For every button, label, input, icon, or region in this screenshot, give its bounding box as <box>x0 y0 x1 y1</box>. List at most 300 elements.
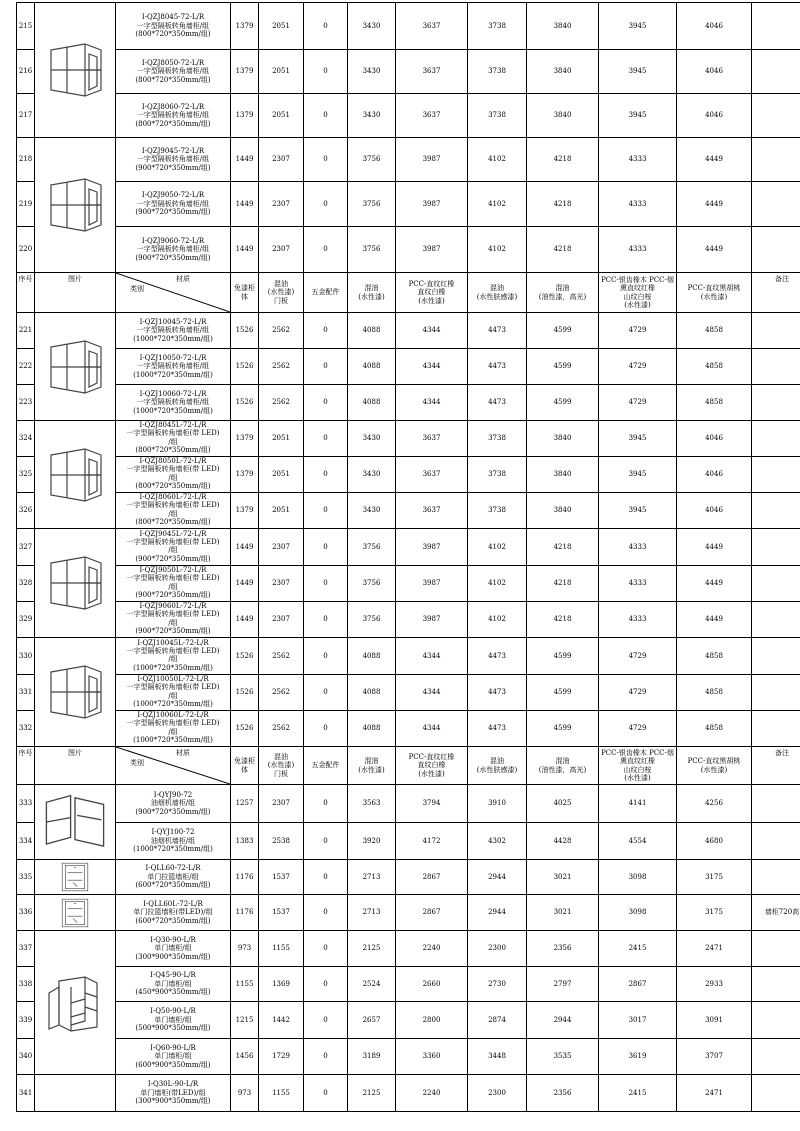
price-pcc-walnut: 4858 <box>677 313 752 349</box>
table-row <box>17 3 800 50</box>
price-pcc-oak: 2867 <box>396 860 468 895</box>
product-description: I-QZJ8050-72-L/R 一字型隔板转角墙柜/组 (800*720*350mm/组) <box>116 50 231 94</box>
table-row <box>17 313 800 349</box>
price-door-panel: 2307 <box>259 227 304 273</box>
price-skin-feel: 3738 <box>468 493 527 529</box>
price-pcc-oak: 2240 <box>396 931 468 967</box>
price-pcc-silver-oak: 4333 <box>599 602 677 638</box>
price-pcc-oak: 2867 <box>396 895 468 931</box>
price-pcc-silver-oak: 3619 <box>599 1039 677 1075</box>
product-image <box>35 895 116 931</box>
price-hardware: 0 <box>304 385 348 421</box>
price-pcc-walnut: 4858 <box>677 711 752 747</box>
price-pcc-silver-oak: 3945 <box>599 457 677 493</box>
product-description <box>116 675 231 711</box>
price-base-cabinet: 1449 <box>231 566 259 602</box>
price-mixed-oil: 3189 <box>348 1039 396 1075</box>
price-mixed-oil: 3756 <box>348 182 396 227</box>
price-hardware: 0 <box>304 182 348 227</box>
price-skin-feel: 4102 <box>468 602 527 638</box>
remark-cell <box>752 94 800 138</box>
product-description: I-QZJ10050-72-L/R 一字型隔板转角墙柜/组 (1000*720*350mm/组) <box>116 349 231 385</box>
price-base-cabinet: 1449 <box>231 138 259 182</box>
product-image <box>35 138 116 273</box>
price-mixed-oil: 3756 <box>348 602 396 638</box>
price-base-cabinet: 1526 <box>231 313 259 349</box>
table-row <box>17 638 800 675</box>
price-pcc-oak: 4344 <box>396 313 468 349</box>
price-door-panel: 1729 <box>259 1039 304 1075</box>
row-number: 215 <box>17 3 35 50</box>
price-base-cabinet: 1456 <box>231 1039 259 1075</box>
remark-cell <box>752 457 800 493</box>
price-skin-feel: 3448 <box>468 1039 527 1075</box>
row-number: 217 <box>17 94 35 138</box>
price-door-panel: 1155 <box>259 931 304 967</box>
range-hood-cabinet-icon <box>42 789 108 855</box>
header-col: 免漆柜 体 <box>231 273 259 313</box>
price-pcc-silver-oak: 4729 <box>599 638 677 675</box>
price-door-panel: 2307 <box>259 182 304 227</box>
remark-cell <box>752 1002 800 1039</box>
price-mixed-oil: 3430 <box>348 457 396 493</box>
price-pcc-oak: 4344 <box>396 711 468 747</box>
price-pcc-oak: 3987 <box>396 529 468 566</box>
price-skin-feel: 4473 <box>468 313 527 349</box>
product-description <box>116 457 231 493</box>
price-base-cabinet: 1176 <box>231 895 259 931</box>
price-hardware: 0 <box>304 227 348 273</box>
product-description-text: I-QZJ10060L-72-L/R 一字型隔板转角墙柜(带 LED) /组 (1000*720*350mm/组) <box>126 711 220 745</box>
table-row <box>17 349 800 385</box>
row-number: 330 <box>17 638 35 675</box>
price-pcc-oak: 3360 <box>396 1039 468 1075</box>
product-description: I-QLL60L-72-L/R 单门拉篮墙柜(带LED)/组 (600*720*350mm/组) <box>116 895 231 931</box>
row-number: 325 <box>17 457 35 493</box>
price-pcc-silver-oak: 4729 <box>599 349 677 385</box>
table-row <box>17 967 800 1002</box>
table-row <box>17 1075 800 1112</box>
price-mixed-oil: 4088 <box>348 638 396 675</box>
remark-cell <box>752 931 800 967</box>
price-pcc-silver-oak: 3945 <box>599 50 677 94</box>
price-pcc-oak: 3987 <box>396 182 468 227</box>
price-skin-feel: 2944 <box>468 895 527 931</box>
wall-cabinet-icon <box>45 957 105 1049</box>
price-pcc-oak: 3987 <box>396 227 468 273</box>
row-number: 333 <box>17 785 35 823</box>
remark-cell <box>752 1039 800 1075</box>
price-door-panel: 2562 <box>259 711 304 747</box>
remark-cell <box>752 349 800 385</box>
corner-cabinet-icon <box>40 337 110 397</box>
price-pcc-silver-oak: 3098 <box>599 860 677 895</box>
price-pcc-silver-oak: 4729 <box>599 313 677 349</box>
price-skin-feel: 3738 <box>468 3 527 50</box>
header-material: 材质 <box>176 275 190 283</box>
header-col: PCC-直纹黑胡桃 (水性漆) <box>677 747 752 785</box>
price-pcc-oak: 3637 <box>396 50 468 94</box>
price-hardware: 0 <box>304 860 348 895</box>
table-row <box>17 529 800 566</box>
price-hardware: 0 <box>304 602 348 638</box>
table-row <box>17 493 800 529</box>
price-pcc-oak: 3794 <box>396 785 468 823</box>
price-hardware: 0 <box>304 1002 348 1039</box>
price-door-panel: 2051 <box>259 493 304 529</box>
product-description <box>116 529 231 566</box>
row-number: 223 <box>17 385 35 421</box>
table-row <box>17 785 800 823</box>
price-hardware: 0 <box>304 638 348 675</box>
price-hardware: 0 <box>304 421 348 457</box>
price-base-cabinet: 1526 <box>231 349 259 385</box>
price-pcc-silver-oak: 4554 <box>599 823 677 860</box>
price-pcc-walnut: 4449 <box>677 602 752 638</box>
row-number: 339 <box>17 1002 35 1039</box>
price-base-cabinet: 1379 <box>231 50 259 94</box>
remark-cell <box>752 313 800 349</box>
price-pcc-walnut: 3175 <box>677 895 752 931</box>
remark-cell <box>752 860 800 895</box>
price-pcc-silver-oak: 2867 <box>599 967 677 1002</box>
price-pcc-silver-oak: 3945 <box>599 421 677 457</box>
table-row <box>17 860 800 895</box>
price-hardware: 0 <box>304 1039 348 1075</box>
open-shelf-cabinet-icon <box>40 553 110 613</box>
price-pcc-walnut: 4046 <box>677 421 752 457</box>
header-image: 图片 <box>35 273 116 313</box>
price-pcc-silver-oak: 2415 <box>599 1075 677 1112</box>
product-description: I-QZJ9060-72-L/R 一字型隔板转角墙柜/组 (900*720*350mm/组) <box>116 227 231 273</box>
price-base-cabinet: 1449 <box>231 529 259 566</box>
header-category: 类别 <box>130 759 144 767</box>
product-description: I-Q60-90-L/R 单门墙柜/组 (600*900*350mm/组) <box>116 1039 231 1075</box>
price-hardware: 0 <box>304 1075 348 1112</box>
price-door-panel: 2562 <box>259 638 304 675</box>
price-pcc-silver-oak: 4333 <box>599 566 677 602</box>
price-mixed-oil: 3756 <box>348 566 396 602</box>
price-high-gloss: 4599 <box>527 313 599 349</box>
price-door-panel: 2562 <box>259 313 304 349</box>
price-pcc-silver-oak: 4729 <box>599 385 677 421</box>
price-skin-feel: 4102 <box>468 529 527 566</box>
price-base-cabinet: 1379 <box>231 3 259 50</box>
row-number: 338 <box>17 967 35 1002</box>
header-col: 五金配件 <box>304 747 348 785</box>
product-description <box>116 711 231 747</box>
door-cabinet-icon <box>54 897 96 929</box>
price-table <box>16 2 800 1112</box>
product-description: I-QZJ8060-72-L/R 一字型隔板转角墙柜/组 (800*720*350mm/组) <box>116 94 231 138</box>
price-mixed-oil: 2125 <box>348 931 396 967</box>
price-skin-feel: 4102 <box>468 182 527 227</box>
price-base-cabinet: 1526 <box>231 675 259 711</box>
price-pcc-walnut: 4449 <box>677 529 752 566</box>
product-description <box>116 493 231 529</box>
header-col: 混油 (水性肤感漆) <box>468 273 527 313</box>
product-description-text: I-QZJ8050L-72-L/R 一字型隔板转角墙柜(带 LED) /组 (800*720*350mm/组) <box>126 457 220 491</box>
row-number: 335 <box>17 860 35 895</box>
price-hardware: 0 <box>304 50 348 94</box>
price-skin-feel: 4473 <box>468 638 527 675</box>
price-high-gloss: 3840 <box>527 50 599 94</box>
price-mixed-oil: 3430 <box>348 94 396 138</box>
header-row <box>17 273 800 313</box>
price-mixed-oil: 4088 <box>348 349 396 385</box>
price-pcc-silver-oak: 4333 <box>599 227 677 273</box>
door-cabinet-icon <box>54 861 96 893</box>
header-col: 混油 (水性漆) 门板 <box>259 273 304 313</box>
price-high-gloss: 4025 <box>527 785 599 823</box>
price-high-gloss: 4218 <box>527 566 599 602</box>
price-pcc-walnut: 4858 <box>677 675 752 711</box>
price-pcc-oak: 3637 <box>396 94 468 138</box>
price-skin-feel: 4473 <box>468 349 527 385</box>
product-description-text: I-QZJ8060L-72-L/R 一字型隔板转角墙柜(带 LED) /组 (800*720*350mm/组) <box>126 493 220 527</box>
table-row <box>17 602 800 638</box>
price-door-panel: 2051 <box>259 50 304 94</box>
row-number: 337 <box>17 931 35 967</box>
remark-cell <box>752 785 800 823</box>
price-door-panel: 2538 <box>259 823 304 860</box>
price-high-gloss: 4599 <box>527 711 599 747</box>
price-pcc-oak: 4172 <box>396 823 468 860</box>
row-number: 219 <box>17 182 35 227</box>
price-mixed-oil: 2713 <box>348 895 396 931</box>
open-shelf-cabinet-icon <box>40 445 110 505</box>
price-mixed-oil: 2524 <box>348 967 396 1002</box>
price-pcc-walnut: 4449 <box>677 138 752 182</box>
remark-cell <box>752 566 800 602</box>
price-mixed-oil: 2713 <box>348 860 396 895</box>
remark-cell <box>752 638 800 675</box>
price-hardware: 0 <box>304 895 348 931</box>
table-row <box>17 566 800 602</box>
price-hardware: 0 <box>304 711 348 747</box>
price-pcc-oak: 2660 <box>396 967 468 1002</box>
price-pcc-oak: 2240 <box>396 1075 468 1112</box>
row-number: 332 <box>17 711 35 747</box>
price-high-gloss: 4428 <box>527 823 599 860</box>
remark-cell <box>752 182 800 227</box>
price-skin-feel: 3738 <box>468 94 527 138</box>
price-pcc-walnut: 4449 <box>677 182 752 227</box>
product-image <box>35 529 116 638</box>
price-mixed-oil: 3430 <box>348 493 396 529</box>
price-hardware: 0 <box>304 138 348 182</box>
header-col: 五金配件 <box>304 273 348 313</box>
price-pcc-silver-oak: 3017 <box>599 1002 677 1039</box>
price-pcc-walnut: 4046 <box>677 3 752 50</box>
price-high-gloss: 2797 <box>527 967 599 1002</box>
price-door-panel: 1537 <box>259 895 304 931</box>
price-pcc-walnut: 4449 <box>677 566 752 602</box>
price-skin-feel: 4302 <box>468 823 527 860</box>
header-col: 混油 (油性漆，高光) <box>527 747 599 785</box>
product-image <box>35 860 116 895</box>
row-number: 216 <box>17 50 35 94</box>
price-pcc-walnut: 4449 <box>677 227 752 273</box>
row-number: 327 <box>17 529 35 566</box>
header-col: 备注 <box>752 747 800 785</box>
price-pcc-silver-oak: 3945 <box>599 3 677 50</box>
header-col: 混油 (水性肤感漆) <box>468 747 527 785</box>
row-number: 324 <box>17 421 35 457</box>
product-description: I-QZJ9045-72-L/R 一字型隔板转角墙柜/组 (900*720*350mm/组) <box>116 138 231 182</box>
price-base-cabinet: 1526 <box>231 385 259 421</box>
product-description-text: I-QZJ10050L-72-L/R 一字型隔板转角墙柜(带 LED) /组 (1000*720*350mm/组) <box>126 675 220 709</box>
price-base-cabinet: 973 <box>231 931 259 967</box>
price-pcc-oak: 3637 <box>396 457 468 493</box>
price-door-panel: 2051 <box>259 3 304 50</box>
product-description: I-QZJ9050-72-L/R 一字型隔板转角墙柜/组 (900*720*350mm/组) <box>116 182 231 227</box>
price-high-gloss: 4218 <box>527 602 599 638</box>
price-door-panel: 1155 <box>259 1075 304 1112</box>
product-description-text: I-QZJ10045L-72-L/R 一字型隔板转角墙柜(带 LED) /组 (1000*720*350mm/组) <box>126 638 220 672</box>
product-description-text: I-QZJ9060L-72-L/R 一字型隔板转角墙柜(带 LED) /组 (900*720*350mm/组) <box>126 602 220 636</box>
price-pcc-walnut: 4046 <box>677 94 752 138</box>
price-hardware: 0 <box>304 931 348 967</box>
price-hardware: 0 <box>304 457 348 493</box>
price-door-panel: 2051 <box>259 457 304 493</box>
price-high-gloss: 3021 <box>527 860 599 895</box>
product-image <box>35 421 116 529</box>
price-pcc-silver-oak: 3945 <box>599 94 677 138</box>
header-col: 免漆柜 体 <box>231 747 259 785</box>
price-door-panel: 2307 <box>259 785 304 823</box>
product-description: I-QZJ8045-72-L/R 一字型隔板转角墙柜/组 (800*720*350mm/组) <box>116 3 231 50</box>
price-skin-feel: 3738 <box>468 50 527 94</box>
price-hardware: 0 <box>304 529 348 566</box>
price-pcc-walnut: 4858 <box>677 638 752 675</box>
price-skin-feel: 4473 <box>468 711 527 747</box>
price-mixed-oil: 3756 <box>348 529 396 566</box>
header-col: PCC-直纹红橡 直纹白橡 (水性漆) <box>396 747 468 785</box>
price-pcc-walnut: 3091 <box>677 1002 752 1039</box>
price-base-cabinet: 1176 <box>231 860 259 895</box>
price-pcc-walnut: 4046 <box>677 493 752 529</box>
product-description-text: I-QZJ9050L-72-L/R 一字型隔板转角墙柜(带 LED) /组 (900*720*350mm/组) <box>126 566 220 600</box>
price-base-cabinet: 1379 <box>231 94 259 138</box>
price-pcc-silver-oak: 4333 <box>599 182 677 227</box>
product-description: I-QZJ10060-72-L/R 一字型隔板转角墙柜/组 (1000*720*350mm/组) <box>116 385 231 421</box>
price-high-gloss: 3840 <box>527 493 599 529</box>
table-row <box>17 227 800 273</box>
header-col: PCC-直纹红橡 直纹白橡 (水性漆) <box>396 273 468 313</box>
table-row <box>17 1002 800 1039</box>
price-high-gloss: 2356 <box>527 931 599 967</box>
price-pcc-walnut: 4256 <box>677 785 752 823</box>
price-skin-feel: 3738 <box>468 457 527 493</box>
header-col: 混油 (水性漆) <box>348 273 396 313</box>
header-material: 材质 <box>176 749 190 757</box>
product-image <box>35 313 116 421</box>
product-description: I-QYJ90-72 油烟机墙柜/组 (900*720*350mm/组) <box>116 785 231 823</box>
price-mixed-oil: 3563 <box>348 785 396 823</box>
price-skin-feel: 2944 <box>468 860 527 895</box>
remark-cell <box>752 3 800 50</box>
table-row <box>17 94 800 138</box>
price-high-gloss: 3840 <box>527 457 599 493</box>
row-number: 222 <box>17 349 35 385</box>
product-description: I-Q30L-90-L/R 单门墙柜(带LED)/组 (300*900*350mm/组) <box>116 1075 231 1112</box>
table-row <box>17 457 800 493</box>
row-number: 221 <box>17 313 35 349</box>
price-door-panel: 2051 <box>259 94 304 138</box>
header-col: 混油 (油性漆，高光) <box>527 273 599 313</box>
price-hardware: 0 <box>304 675 348 711</box>
price-base-cabinet: 1526 <box>231 711 259 747</box>
header-col: 备注 <box>752 273 800 313</box>
price-door-panel: 1442 <box>259 1002 304 1039</box>
price-hardware: 0 <box>304 493 348 529</box>
price-high-gloss: 3840 <box>527 94 599 138</box>
price-skin-feel: 3738 <box>468 421 527 457</box>
price-high-gloss: 3535 <box>527 1039 599 1075</box>
price-base-cabinet: 1257 <box>231 785 259 823</box>
price-pcc-silver-oak: 4333 <box>599 138 677 182</box>
product-image <box>35 1075 116 1112</box>
table-row <box>17 182 800 227</box>
remark-cell <box>752 50 800 94</box>
price-hardware: 0 <box>304 313 348 349</box>
row-number: 331 <box>17 675 35 711</box>
header-image: 图片 <box>35 747 116 785</box>
table-row <box>17 823 800 860</box>
row-number: 329 <box>17 602 35 638</box>
header-col: 混油 (水性漆) <box>348 747 396 785</box>
price-hardware: 0 <box>304 967 348 1002</box>
price-door-panel: 2562 <box>259 385 304 421</box>
price-skin-feel: 2874 <box>468 1002 527 1039</box>
corner-cabinet-icon <box>40 40 110 100</box>
table-row <box>17 931 800 967</box>
product-description-text: I-QZJ9045L-72-L/R 一字型隔板转角墙柜(带 LED) /组 (900*720*350mm/组) <box>126 529 220 563</box>
price-skin-feel: 4102 <box>468 138 527 182</box>
price-base-cabinet: 1526 <box>231 638 259 675</box>
remark-cell <box>752 227 800 273</box>
price-high-gloss: 4599 <box>527 675 599 711</box>
remark-cell <box>752 529 800 566</box>
remark-cell <box>752 711 800 747</box>
price-base-cabinet: 1155 <box>231 967 259 1002</box>
price-mixed-oil: 3756 <box>348 138 396 182</box>
price-pcc-silver-oak: 3945 <box>599 493 677 529</box>
price-high-gloss: 3840 <box>527 3 599 50</box>
remark-cell <box>752 138 800 182</box>
price-high-gloss: 2356 <box>527 1075 599 1112</box>
product-image <box>35 785 116 860</box>
price-hardware: 0 <box>304 823 348 860</box>
price-base-cabinet: 1383 <box>231 823 259 860</box>
price-base-cabinet: 1379 <box>231 493 259 529</box>
price-high-gloss: 3840 <box>527 421 599 457</box>
price-hardware: 0 <box>304 566 348 602</box>
price-high-gloss: 4218 <box>527 529 599 566</box>
price-pcc-walnut: 4046 <box>677 50 752 94</box>
price-pcc-oak: 3987 <box>396 566 468 602</box>
remark-cell <box>752 421 800 457</box>
price-mixed-oil: 3920 <box>348 823 396 860</box>
header-col: PCC-银齿橡木 PCC-烟 熏直纹红橡 山纹白桉 (水性漆) <box>599 273 677 313</box>
remark-cell <box>752 967 800 1002</box>
price-door-panel: 1537 <box>259 860 304 895</box>
price-door-panel: 2307 <box>259 602 304 638</box>
price-hardware: 0 <box>304 3 348 50</box>
price-mixed-oil: 3430 <box>348 3 396 50</box>
price-pcc-silver-oak: 4729 <box>599 675 677 711</box>
